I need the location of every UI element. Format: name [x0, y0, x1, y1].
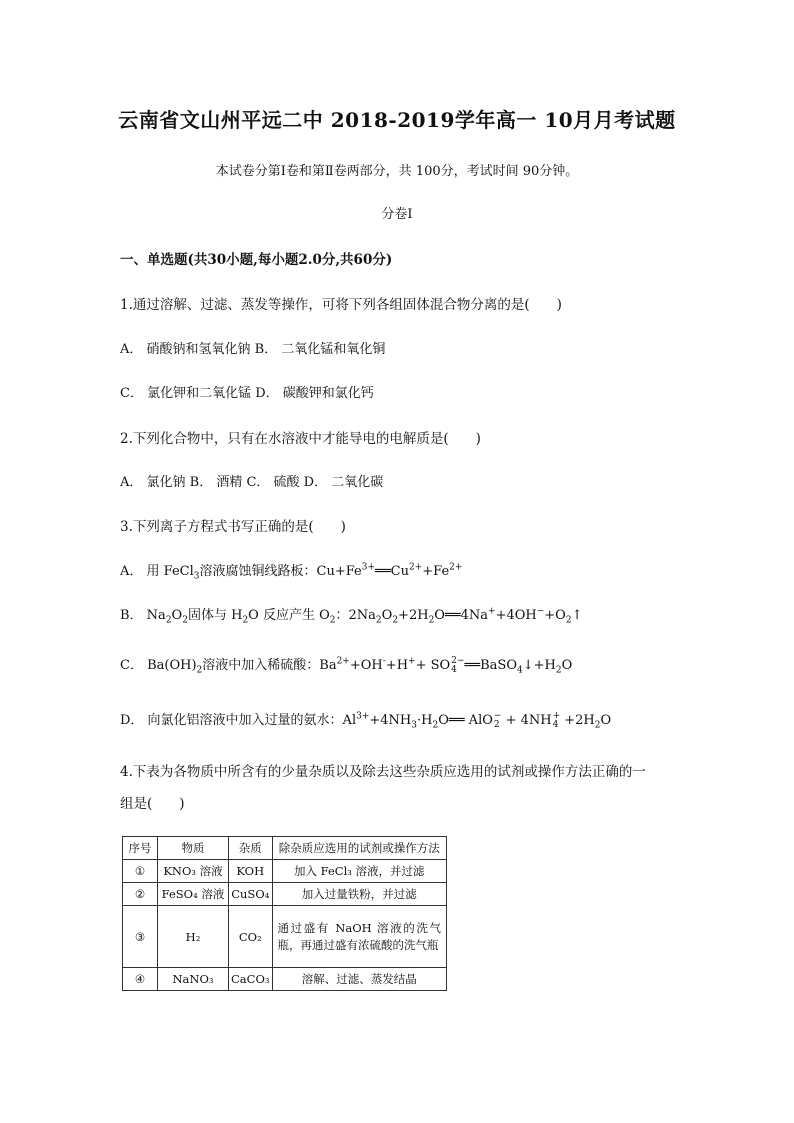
question-3-stem: 3.下列离子方程式书写正确的是( ): [120, 519, 346, 535]
question-2-stem: 2.下列化合物中，只有在水溶液中才能导电的电解质是( ): [120, 431, 481, 447]
question-4-stem-line1: 4.下表为各物质中所含有的少量杂质以及除去这些杂质应选用的试剂或操作方法正确的一: [120, 764, 646, 780]
table-cell: H₂: [158, 906, 229, 968]
table-cell: FeSO₄ 溶液: [158, 883, 229, 906]
table-cell: KNO₃ 溶液: [158, 860, 229, 883]
table-cell: 溶解、过滤、蒸发结晶: [272, 968, 447, 991]
question-1-options-cd: C． 氯化钾和二氧化锰 D． 碳酸钾和氯化钙: [120, 386, 374, 401]
table-cell: ①: [123, 860, 158, 883]
question-1-stem: 1.通过溶解、过滤、蒸发等操作，可将下列各组固体混合物分离的是( ): [120, 297, 562, 313]
question-3-option-a: A． 用 FeCl$_3$溶液腐蚀铜线路板：$Cu+Fe^{3+}══Cu^{2+}+Fe^{2+}$: [120, 562, 463, 582]
impurity-table: [122, 836, 447, 991]
table-row: [123, 883, 447, 906]
exam-info: 本试卷分第Ⅰ卷和第Ⅱ卷两部分，共 100分，考试时间 90分钟。: [215, 164, 579, 179]
table-cell: ③: [123, 906, 158, 968]
table-row: [123, 968, 447, 991]
table-cell: 加入过量铁粉，并过滤: [272, 883, 447, 906]
table-row: [123, 860, 447, 883]
volume-heading: 分卷I: [381, 207, 413, 222]
table-row: [123, 906, 447, 968]
table-cell: 加入 FeCl₃ 溶液，并过滤: [272, 860, 447, 883]
table-header-cell: 除杂质应选用的试剂或操作方法: [272, 837, 447, 860]
question-3-option-b: B． $Na_2O_2$固体与 $H_2O$ 反应产生 $O_2$：$2Na_2O_2+2H_2O══4Na^++4OH^-+O_2↑$: [120, 606, 583, 626]
question-2-options: A． 氯化钠 B． 酒精 C． 硫酸 D． 二氧化碳: [120, 475, 384, 490]
table-cell: 通过盛有 NaOH 溶液的洗气瓶，再通过盛有浓硫酸的洗气瓶: [272, 906, 447, 968]
table-cell: CuSO₄: [229, 883, 273, 906]
section-heading: 一、单选题(共30小题,每小题2.0分,共60分): [120, 252, 393, 268]
page-title: 云南省文山州平远二中 2018-2019学年高一 10月月考试题: [118, 108, 676, 132]
table-cell: KOH: [229, 860, 273, 883]
table-cell: CO₂: [229, 906, 273, 968]
table-header-cell: 序号: [123, 837, 158, 860]
question-1-options-ab: A． 硝酸钠和氢氧化钠 B． 二氧化锰和氧化铜: [120, 342, 386, 357]
table-header-row: [123, 837, 447, 860]
table-header-cell: 物质: [158, 837, 229, 860]
table-cell: CaCO₃: [229, 968, 273, 991]
question-4-stem-line2: 组是( ): [120, 796, 185, 812]
table-cell: ②: [123, 883, 158, 906]
table-cell: ④: [123, 968, 158, 991]
question-3-option-c: C． $Ba(OH)_2$溶液中加入稀硫酸：$Ba^{2+}+OH^-+H^++$ SO 2− 4 $══BaSO_4↓+H_2O$: [120, 655, 573, 676]
table-cell: NaNO₃: [158, 968, 229, 991]
table-header-cell: 杂质: [229, 837, 273, 860]
question-3-option-d: D． 向氯化铝溶液中加入过量的氨水：$Al^{3+}+4NH_3\cdot H_2O══$ AlO − 2 + 4NH + 4 $+2H_2O$: [120, 710, 612, 731]
